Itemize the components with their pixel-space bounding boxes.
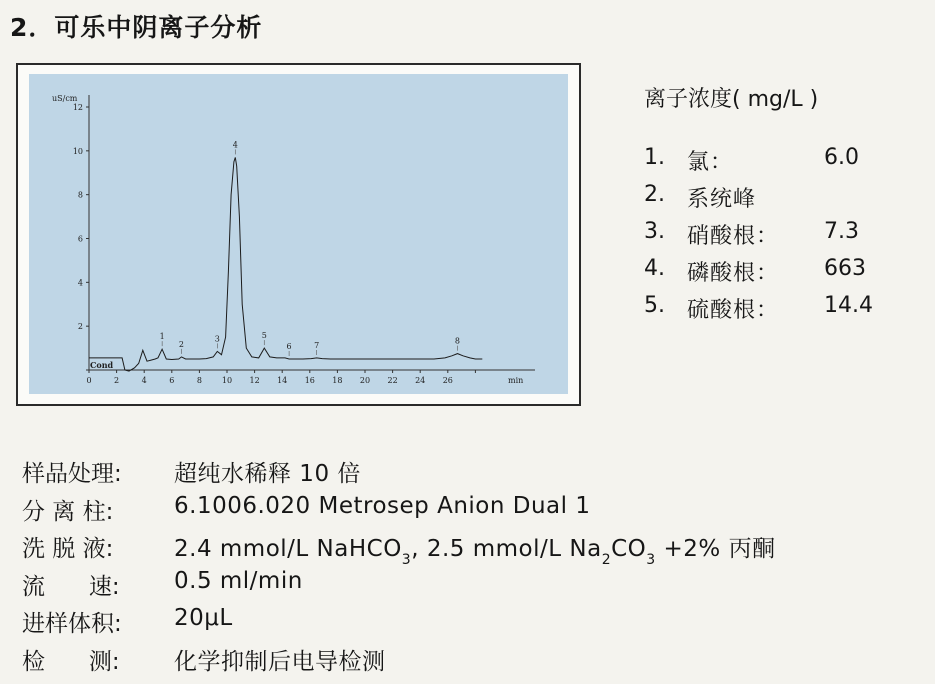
legend-item-value: 14.4: [824, 293, 873, 318]
legend-item: [644, 293, 873, 330]
x-tick-label: 12: [249, 376, 260, 385]
legend-item-name: 系统峰: [687, 187, 757, 212]
x-tick-label: 24: [415, 376, 426, 385]
legend-item-index: 2.: [644, 182, 665, 207]
x-tick-label: 18: [332, 376, 343, 385]
detail-value: [174, 530, 776, 568]
x-axis-unit-label: min: [508, 376, 524, 385]
legend-item-name: 磷酸根：: [687, 261, 780, 286]
detail-label: 流 速:: [22, 573, 120, 600]
x-tick-label: 6: [169, 376, 175, 385]
eluent-subscript: 3: [401, 552, 412, 568]
legend-item-index: 1.: [644, 145, 665, 170]
peak-label: 6: [286, 342, 292, 352]
detail-label: 样品处理:: [22, 461, 122, 487]
legend-heading: 离子浓度( mg/L ): [644, 87, 819, 112]
legend-item: [644, 219, 859, 256]
legend-item-name: 硝酸根：: [687, 224, 780, 249]
legend-item-index: 3.: [644, 219, 665, 244]
peak-label: 2: [178, 339, 185, 349]
legend-item-value: 7.3: [824, 219, 859, 244]
x-tick-label: 16: [304, 376, 315, 385]
legend-item-index: 5.: [644, 293, 665, 318]
detail-label: 进样体积:: [22, 611, 122, 637]
legend-item-index: 4.: [644, 256, 665, 281]
legend-item: [644, 145, 859, 182]
legend-item-value: 6.0: [824, 145, 859, 170]
x-tick-label: 0: [86, 376, 92, 385]
chromatogram-chart: [18, 65, 579, 404]
y-tick-label: 2: [77, 322, 83, 332]
eluent-part: 2.4 mmol/L NaHCO: [174, 536, 402, 562]
x-tick-label: 10: [221, 376, 233, 385]
chromatogram-frame: [16, 63, 581, 406]
peak-label: 1: [159, 332, 165, 342]
detail-value: 超纯水稀释 10 倍: [174, 461, 361, 487]
legend-item-name: 硫酸根：: [687, 298, 780, 323]
section-title: 2．可乐中阴离子分析: [10, 13, 263, 42]
legend-item: [644, 182, 818, 219]
y-tick-label: 8: [77, 190, 83, 200]
peak-label: 3: [214, 334, 220, 344]
x-tick-label: 2: [114, 376, 120, 385]
legend-item: [644, 256, 866, 293]
peak-label: 5: [261, 331, 267, 341]
x-tick-label: 4: [141, 376, 147, 385]
x-tick-label: 8: [196, 376, 202, 385]
ion-concentration-legend: [644, 82, 873, 330]
y-axis-unit-label: uS/cm: [52, 94, 78, 103]
detail-label: 洗 脱 液:: [22, 536, 114, 562]
peak-label: 4: [232, 140, 238, 150]
eluent-subscript: 2: [601, 552, 612, 568]
x-tick-label: 26: [442, 376, 453, 385]
eluent-part: , 2.5 mmol/L Na: [411, 536, 602, 562]
eluent-part: CO: [611, 536, 647, 562]
legend-item-value: 663: [824, 256, 866, 281]
baseline-label: Cond: [90, 360, 114, 370]
y-tick-label: 10: [72, 146, 83, 156]
plot-background: [29, 74, 568, 394]
eluent-part: +2% 丙酮: [655, 536, 776, 562]
y-tick-label: 4: [77, 278, 83, 288]
detail-label: 检 测:: [22, 648, 120, 675]
detail-value: 6.1006.020 Metrosep Anion Dual 1: [174, 492, 591, 519]
x-tick-label: 20: [359, 376, 371, 385]
peak-label: 7: [314, 340, 320, 350]
y-tick-label: 12: [72, 103, 83, 112]
detail-value: 0.5 ml/min: [174, 567, 303, 594]
y-tick-label: 6: [77, 234, 83, 244]
x-tick-label: 22: [387, 376, 398, 385]
x-tick-label: 14: [277, 376, 288, 385]
detail-label: 分 离 柱:: [22, 498, 114, 525]
eluent-subscript: 3: [646, 552, 656, 568]
peak-label: 8: [454, 336, 461, 346]
detail-value: 20μL: [174, 605, 233, 631]
detail-value: 化学抑制后电导检测: [174, 648, 386, 675]
legend-item-name: 氯：: [687, 150, 734, 175]
